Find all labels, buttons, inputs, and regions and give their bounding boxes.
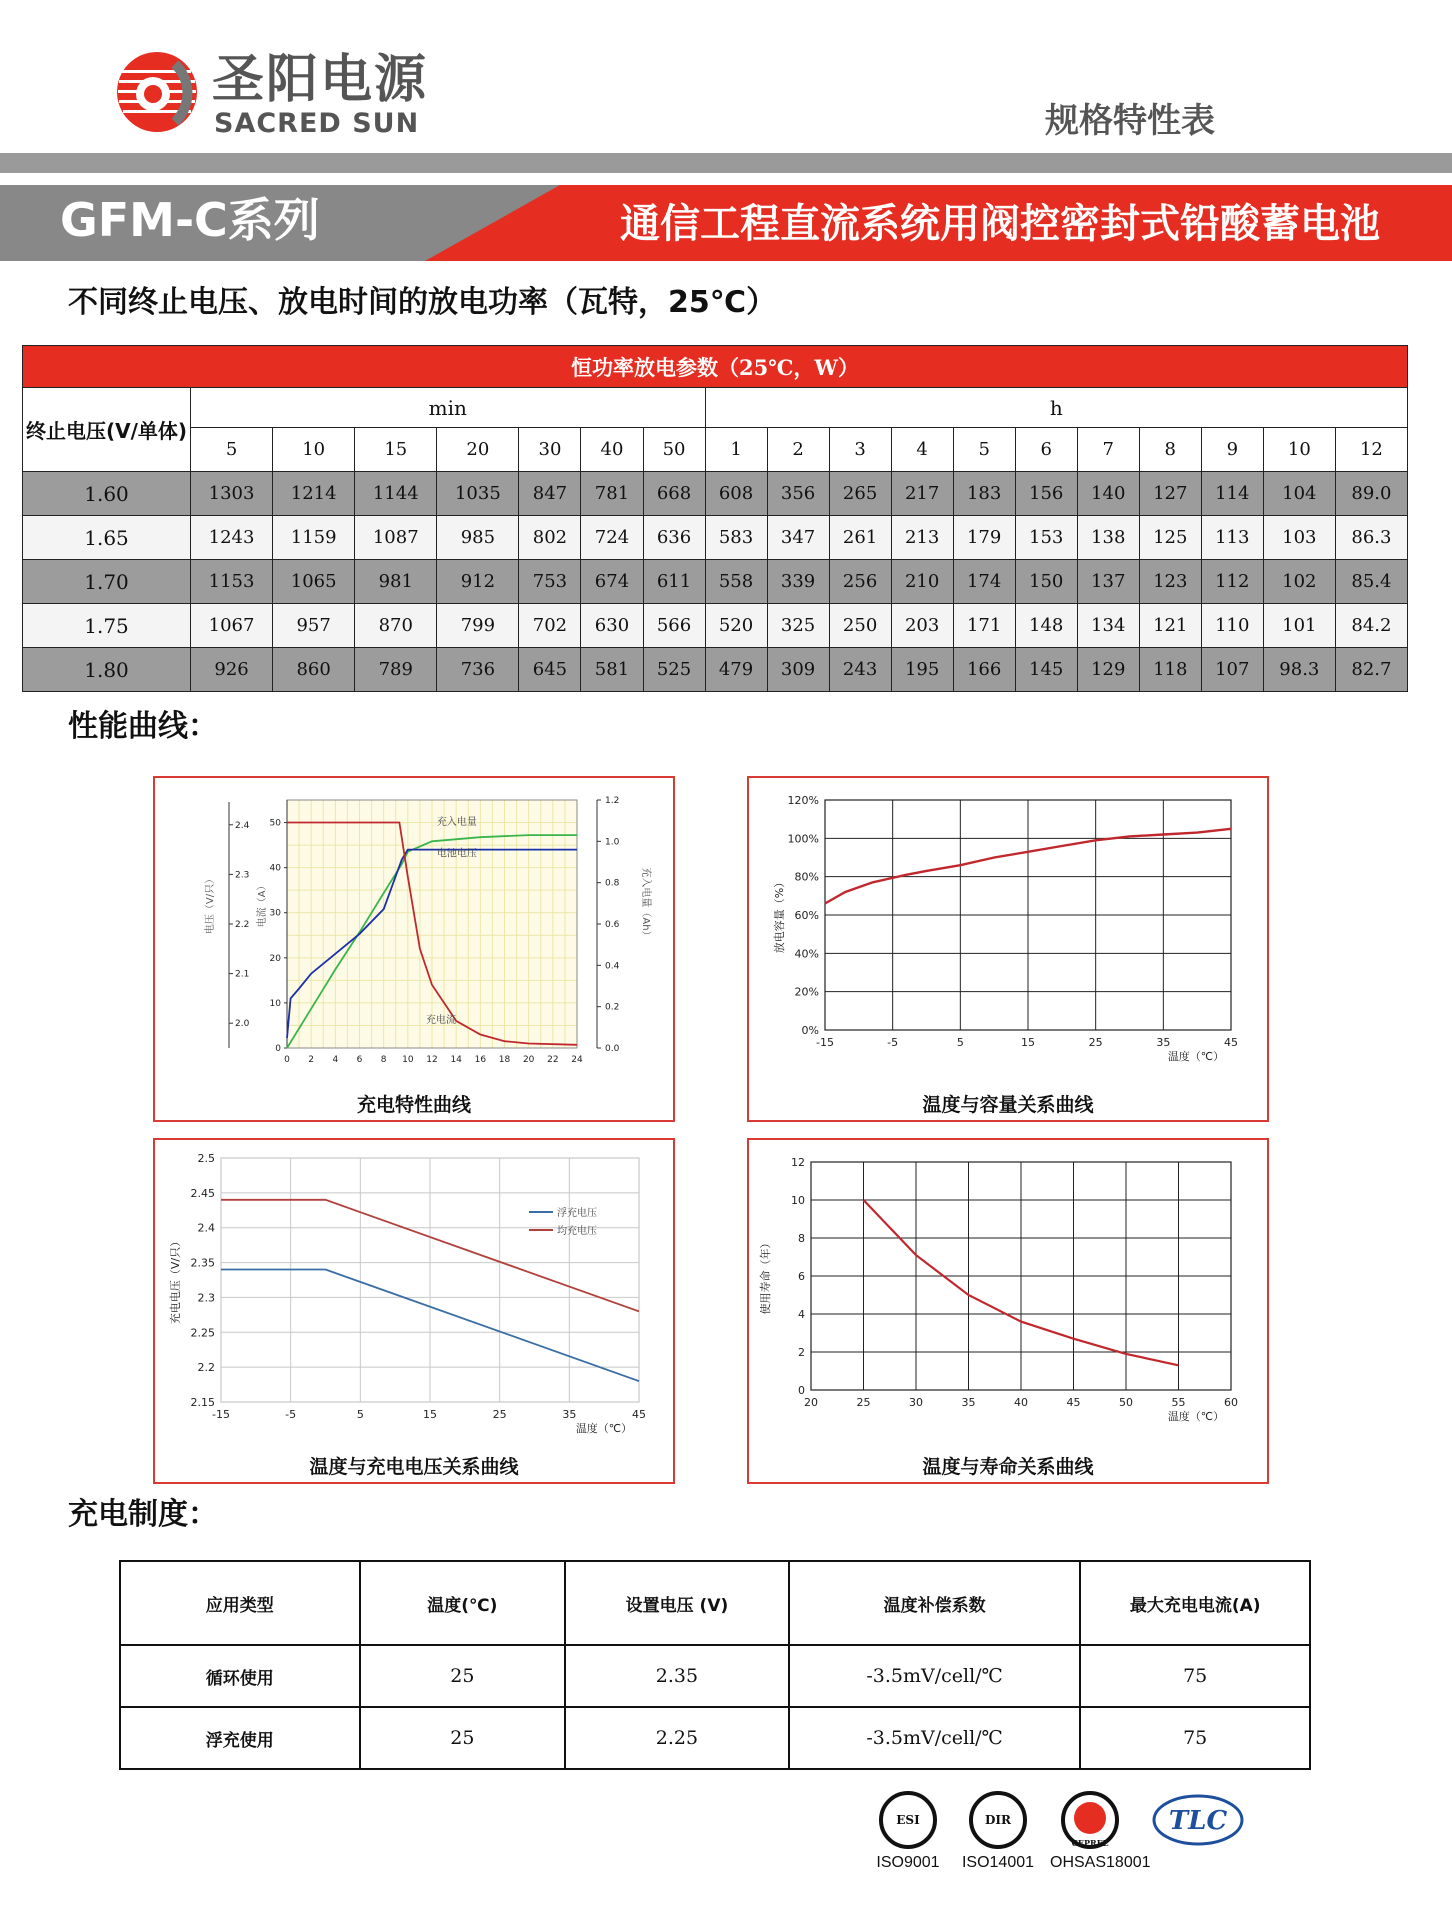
charge-header: 最大充电电流(A) xyxy=(1080,1561,1310,1645)
power-value: 583 xyxy=(705,516,767,560)
tick-label: 60 xyxy=(1224,1396,1238,1409)
power-value: 608 xyxy=(705,472,767,516)
charge-cell: 25 xyxy=(360,1645,566,1707)
power-value: 153 xyxy=(1015,516,1077,560)
power-value: 912 xyxy=(437,560,519,604)
power-value: 118 xyxy=(1139,648,1201,692)
time-header: 5 xyxy=(953,428,1015,472)
tick-label: 4 xyxy=(798,1308,805,1321)
header-divider xyxy=(0,153,1452,173)
time-header: 30 xyxy=(519,428,581,472)
power-value: 217 xyxy=(891,472,953,516)
power-value: 129 xyxy=(1077,648,1139,692)
tick-label: 10 xyxy=(402,1055,414,1065)
power-value: 85.4 xyxy=(1335,560,1407,604)
temp-capacity-chart xyxy=(749,778,1267,1078)
power-value: 860 xyxy=(273,648,355,692)
tick-label: 45 xyxy=(1224,1036,1238,1049)
chart-panel-temp-capacity xyxy=(747,776,1269,1122)
tick-label: 0.2 xyxy=(605,1002,620,1013)
charge-section-heading: 充电制度： xyxy=(68,1497,218,1532)
cert-label: OHSAS18001 xyxy=(1050,1854,1151,1871)
power-value: 114 xyxy=(1201,472,1263,516)
tick-label: 100% xyxy=(787,832,819,846)
tick-label: 25 xyxy=(1088,1036,1103,1049)
charge-header: 温度补偿系数 xyxy=(789,1561,1081,1645)
end-voltage: 1.65 xyxy=(23,516,191,560)
chart-panel-temp-voltage xyxy=(153,1138,675,1484)
power-value: 789 xyxy=(355,648,437,692)
cert-mark: ESI xyxy=(896,1813,920,1827)
tick-label: 1.2 xyxy=(605,796,620,806)
power-value: 98.3 xyxy=(1263,648,1335,692)
charge-cell: 75 xyxy=(1080,1645,1310,1707)
power-value: 870 xyxy=(355,604,437,648)
time-header: 2 xyxy=(767,428,829,472)
power-table-title: 恒功率放电参数（25℃，W） xyxy=(23,346,1408,388)
tick-label: 120% xyxy=(787,794,819,807)
tick-label: 4 xyxy=(332,1055,339,1065)
brand-name-cn: 圣阳电源 xyxy=(212,50,429,110)
tick-label: 35 xyxy=(1156,1036,1171,1049)
power-value: 802 xyxy=(519,516,581,560)
tick-label: 10 xyxy=(269,998,281,1009)
tick-label: 2.15 xyxy=(190,1396,215,1409)
power-value: 1065 xyxy=(273,560,355,604)
tick-label: 14 xyxy=(450,1055,462,1065)
tick-label: 25 xyxy=(856,1396,871,1409)
power-value: 1035 xyxy=(437,472,519,516)
tick-label: -15 xyxy=(212,1408,230,1421)
time-header: 15 xyxy=(355,428,437,472)
power-value: 250 xyxy=(829,604,891,648)
tick-label: 16 xyxy=(474,1055,487,1065)
unit-min: min xyxy=(191,388,706,428)
tick-label: 2.4 xyxy=(197,1221,215,1235)
power-value: 104 xyxy=(1263,472,1335,516)
tick-label: 0.4 xyxy=(605,961,620,972)
time-header: 10 xyxy=(1263,428,1335,472)
tick-label: -15 xyxy=(816,1036,834,1049)
power-table xyxy=(22,345,1408,692)
power-value: 1214 xyxy=(273,472,355,516)
time-header: 50 xyxy=(643,428,705,472)
y-axis-label: 电压（V/只） xyxy=(205,873,216,935)
tick-label: 2.4 xyxy=(235,820,250,831)
power-value: 356 xyxy=(767,472,829,516)
x-axis-label: 温度（℃） xyxy=(1167,1050,1225,1063)
power-value: 611 xyxy=(643,560,705,604)
tick-label: 0.8 xyxy=(605,878,620,889)
charge-header: 设置电压 (V) xyxy=(565,1561,789,1645)
tick-label: 30 xyxy=(269,908,281,919)
sacred-sun-logo-icon xyxy=(115,50,199,134)
table-row xyxy=(23,516,1408,560)
power-value: 1159 xyxy=(273,516,355,560)
y-axis-label: 放电容量（%） xyxy=(773,876,786,954)
tick-label: 0.6 xyxy=(605,920,620,930)
time-header: 10 xyxy=(273,428,355,472)
table-row xyxy=(23,648,1408,692)
tick-label: 45 xyxy=(1066,1396,1081,1409)
tick-label: 2.45 xyxy=(190,1186,215,1200)
power-value: 309 xyxy=(767,648,829,692)
power-value: 558 xyxy=(705,560,767,604)
power-value: 203 xyxy=(891,604,953,648)
chart-caption: 充电特性曲线 xyxy=(356,1094,471,1116)
power-value: 630 xyxy=(581,604,643,648)
series-name: GFM-C系列 xyxy=(60,193,320,247)
tick-label: 2.1 xyxy=(235,969,250,980)
power-value: 145 xyxy=(1015,648,1077,692)
tick-label: 5 xyxy=(956,1036,964,1049)
end-voltage: 1.60 xyxy=(23,472,191,516)
tick-label: 50 xyxy=(1119,1396,1133,1409)
power-value: 724 xyxy=(581,516,643,560)
y-axis-label: 充入电量（Ah） xyxy=(640,867,651,941)
power-value: 166 xyxy=(953,648,1015,692)
table-row xyxy=(23,472,1408,516)
tick-label: 2.0 xyxy=(235,1019,250,1030)
power-value: 183 xyxy=(953,472,1015,516)
tick-label: 5 xyxy=(356,1408,364,1421)
time-header: 5 xyxy=(191,428,273,472)
power-value: 195 xyxy=(891,648,953,692)
power-value: 113 xyxy=(1201,516,1263,560)
chart-caption: 温度与容量关系曲线 xyxy=(922,1094,1094,1116)
time-header: 9 xyxy=(1201,428,1263,472)
power-value: 1153 xyxy=(191,560,273,604)
tick-label: 6 xyxy=(356,1055,363,1065)
charging-characteristic-chart xyxy=(155,778,673,1078)
tick-label: 15 xyxy=(1021,1036,1035,1049)
tick-label: 20 xyxy=(522,1055,535,1065)
cert-label: ISO14001 xyxy=(961,1854,1035,1871)
power-value: 148 xyxy=(1015,604,1077,648)
tick-label: 10 xyxy=(791,1194,805,1207)
tick-label: 12 xyxy=(791,1156,805,1169)
tick-label: 2.35 xyxy=(190,1256,215,1270)
esi-icon xyxy=(876,1790,940,1850)
chart-caption: 温度与寿命关系曲线 xyxy=(922,1456,1094,1478)
power-value: 668 xyxy=(643,472,705,516)
document-type: 规格特性表 xyxy=(1045,101,1215,141)
tick-label: 35 xyxy=(562,1408,577,1421)
table-row xyxy=(120,1645,1310,1707)
power-value: 82.7 xyxy=(1335,648,1407,692)
tick-label: 55 xyxy=(1171,1396,1186,1409)
power-value: 125 xyxy=(1139,516,1201,560)
power-value: 847 xyxy=(519,472,581,516)
tick-label: 20 xyxy=(269,953,281,964)
tick-label: 30 xyxy=(909,1396,923,1409)
power-value: 674 xyxy=(581,560,643,604)
y-axis-label: 电流（A） xyxy=(257,880,268,928)
power-value: 138 xyxy=(1077,516,1139,560)
cert-logo xyxy=(1150,1790,1246,1854)
tick-label: 6 xyxy=(798,1270,805,1283)
y-axis-label: 充电电压（V/只） xyxy=(169,1235,182,1325)
charge-cell: -3.5mV/cell/℃ xyxy=(789,1645,1081,1707)
power-value: 1067 xyxy=(191,604,273,648)
tick-label: 50 xyxy=(269,818,281,829)
power-value: 985 xyxy=(437,516,519,560)
power-value: 134 xyxy=(1077,604,1139,648)
power-value: 339 xyxy=(767,560,829,604)
charge-header: 温度(℃) xyxy=(360,1561,566,1645)
tick-label: 0.0 xyxy=(605,1044,620,1054)
power-value: 213 xyxy=(891,516,953,560)
cert-logo xyxy=(868,1790,948,1872)
cert-logo xyxy=(958,1790,1038,1872)
charge-header: 应用类型 xyxy=(120,1561,360,1645)
tick-label: 2.5 xyxy=(197,1152,215,1165)
legend-label: 均充电压 xyxy=(557,1226,597,1237)
power-value: 84.2 xyxy=(1335,604,1407,648)
cert-mark: CEPREL xyxy=(1071,1838,1109,1848)
brand-name-en: SACRED SUN xyxy=(214,108,420,139)
end-voltage: 1.75 xyxy=(23,604,191,648)
power-value: 926 xyxy=(191,648,273,692)
power-value: 520 xyxy=(705,604,767,648)
power-value: 581 xyxy=(581,648,643,692)
power-value: 702 xyxy=(519,604,581,648)
ceprel-icon xyxy=(1058,1790,1122,1850)
power-value: 981 xyxy=(355,560,437,604)
power-value: 179 xyxy=(953,516,1015,560)
tick-label: 12 xyxy=(426,1055,438,1065)
y-axis-label: 使用寿命（年） xyxy=(759,1237,772,1315)
cert-mark: DIR xyxy=(985,1813,1011,1827)
tick-label: 22 xyxy=(547,1055,559,1065)
unit-h: h xyxy=(705,388,1407,428)
power-value: 261 xyxy=(829,516,891,560)
chart-caption: 温度与充电电压关系曲线 xyxy=(309,1456,519,1478)
series-label: 充电流 xyxy=(425,1015,456,1027)
charge-table xyxy=(119,1560,1311,1770)
power-value: 525 xyxy=(643,648,705,692)
tick-label: 18 xyxy=(498,1055,511,1065)
time-header: 1 xyxy=(705,428,767,472)
power-value: 256 xyxy=(829,560,891,604)
power-section-heading: 不同终止电压、放电时间的放电功率（瓦特，25℃） xyxy=(68,285,777,320)
table-row xyxy=(23,560,1408,604)
power-value: 210 xyxy=(891,560,953,604)
power-value: 636 xyxy=(643,516,705,560)
charge-cell: 75 xyxy=(1080,1707,1310,1769)
tick-label: 40 xyxy=(1014,1396,1028,1409)
power-value: 107 xyxy=(1201,648,1263,692)
tick-label: -5 xyxy=(285,1408,297,1421)
power-value: 137 xyxy=(1077,560,1139,604)
temp-life-chart xyxy=(749,1140,1267,1440)
time-header: 12 xyxy=(1335,428,1407,472)
tick-label: 0 xyxy=(275,1044,281,1054)
tick-label: 2 xyxy=(798,1346,805,1359)
cert-logo xyxy=(1050,1790,1151,1872)
cert-mark: TLC xyxy=(1168,1806,1228,1836)
power-value: 736 xyxy=(437,648,519,692)
tick-label: 20 xyxy=(804,1396,818,1409)
charge-cell: 2.35 xyxy=(565,1645,789,1707)
power-value: 645 xyxy=(519,648,581,692)
tick-label: 0 xyxy=(798,1384,805,1397)
series-label: 电池电压 xyxy=(436,848,477,860)
power-value: 89.0 xyxy=(1335,472,1407,516)
charge-cell: -3.5mV/cell/℃ xyxy=(789,1707,1081,1769)
power-value: 957 xyxy=(273,604,355,648)
power-value: 150 xyxy=(1015,560,1077,604)
time-header: 20 xyxy=(437,428,519,472)
power-value: 171 xyxy=(953,604,1015,648)
time-header: 3 xyxy=(829,428,891,472)
time-header: 6 xyxy=(1015,428,1077,472)
x-axis-label: 温度（℃） xyxy=(1167,1410,1225,1423)
power-value: 127 xyxy=(1139,472,1201,516)
tick-label: 0 xyxy=(284,1055,290,1065)
power-value: 103 xyxy=(1263,516,1335,560)
power-value: 566 xyxy=(643,604,705,648)
x-axis-label: 温度（℃） xyxy=(575,1422,633,1435)
tick-label: 35 xyxy=(961,1396,976,1409)
tick-label: 2.2 xyxy=(235,920,250,930)
tick-label: 24 xyxy=(571,1055,583,1065)
charge-cell: 循环使用 xyxy=(120,1645,360,1707)
power-value: 110 xyxy=(1201,604,1263,648)
dir-icon xyxy=(966,1790,1030,1850)
tick-label: 2.2 xyxy=(197,1361,215,1375)
corner-label: 终止电压(V/单体) xyxy=(23,388,191,472)
power-value: 753 xyxy=(519,560,581,604)
temp-voltage-chart xyxy=(155,1140,673,1440)
power-value: 243 xyxy=(829,648,891,692)
power-value: 1303 xyxy=(191,472,273,516)
charge-cell: 25 xyxy=(360,1707,566,1769)
power-value: 174 xyxy=(953,560,1015,604)
banner-title: 通信工程直流系统用阀控密封式铅酸蓄电池 xyxy=(620,201,1380,247)
tick-label: 2.25 xyxy=(190,1326,215,1340)
power-value: 1243 xyxy=(191,516,273,560)
tick-label: 40 xyxy=(269,863,281,874)
power-value: 479 xyxy=(705,648,767,692)
power-value: 325 xyxy=(767,604,829,648)
time-header: 40 xyxy=(581,428,643,472)
tick-label: 60% xyxy=(794,909,819,922)
time-header: 4 xyxy=(891,428,953,472)
tick-label: 8 xyxy=(798,1232,805,1245)
time-header: 8 xyxy=(1139,428,1201,472)
power-value: 121 xyxy=(1139,604,1201,648)
tick-label: 2.3 xyxy=(235,870,250,881)
tick-label: 15 xyxy=(423,1408,437,1421)
tick-label: 1.0 xyxy=(605,837,620,848)
tick-label: -5 xyxy=(887,1036,899,1049)
power-value: 123 xyxy=(1139,560,1201,604)
tick-label: 0% xyxy=(801,1024,819,1037)
legend-label: 浮充电压 xyxy=(557,1208,597,1219)
power-value: 347 xyxy=(767,516,829,560)
tick-label: 2.3 xyxy=(197,1291,215,1305)
power-value: 781 xyxy=(581,472,643,516)
tlc-icon xyxy=(1150,1790,1246,1850)
table-row xyxy=(120,1707,1310,1769)
table-row xyxy=(23,604,1408,648)
end-voltage: 1.80 xyxy=(23,648,191,692)
power-value: 1144 xyxy=(355,472,437,516)
time-header: 7 xyxy=(1077,428,1139,472)
chart-panel-temp-life xyxy=(747,1138,1269,1484)
tick-label: 2 xyxy=(308,1055,315,1065)
tick-label: 8 xyxy=(380,1055,387,1065)
tick-label: 80% xyxy=(794,870,819,884)
cert-label: ISO9001 xyxy=(876,1854,940,1871)
power-value: 140 xyxy=(1077,472,1139,516)
charge-cell: 浮充使用 xyxy=(120,1707,360,1769)
power-value: 102 xyxy=(1263,560,1335,604)
power-value: 86.3 xyxy=(1335,516,1407,560)
power-value: 156 xyxy=(1015,472,1077,516)
series-label: 充入电量 xyxy=(436,816,477,828)
tick-label: 25 xyxy=(492,1408,507,1421)
tick-label: 45 xyxy=(632,1408,646,1421)
power-value: 265 xyxy=(829,472,891,516)
power-value: 799 xyxy=(437,604,519,648)
charge-cell: 2.25 xyxy=(565,1707,789,1769)
power-value: 112 xyxy=(1201,560,1263,604)
perf-section-heading: 性能曲线： xyxy=(68,709,218,744)
power-value: 1087 xyxy=(355,516,437,560)
end-voltage: 1.70 xyxy=(23,560,191,604)
power-value: 101 xyxy=(1263,604,1335,648)
tick-label: 20% xyxy=(794,985,819,999)
tick-label: 40% xyxy=(794,947,819,961)
chart-panel-charging xyxy=(153,776,675,1122)
